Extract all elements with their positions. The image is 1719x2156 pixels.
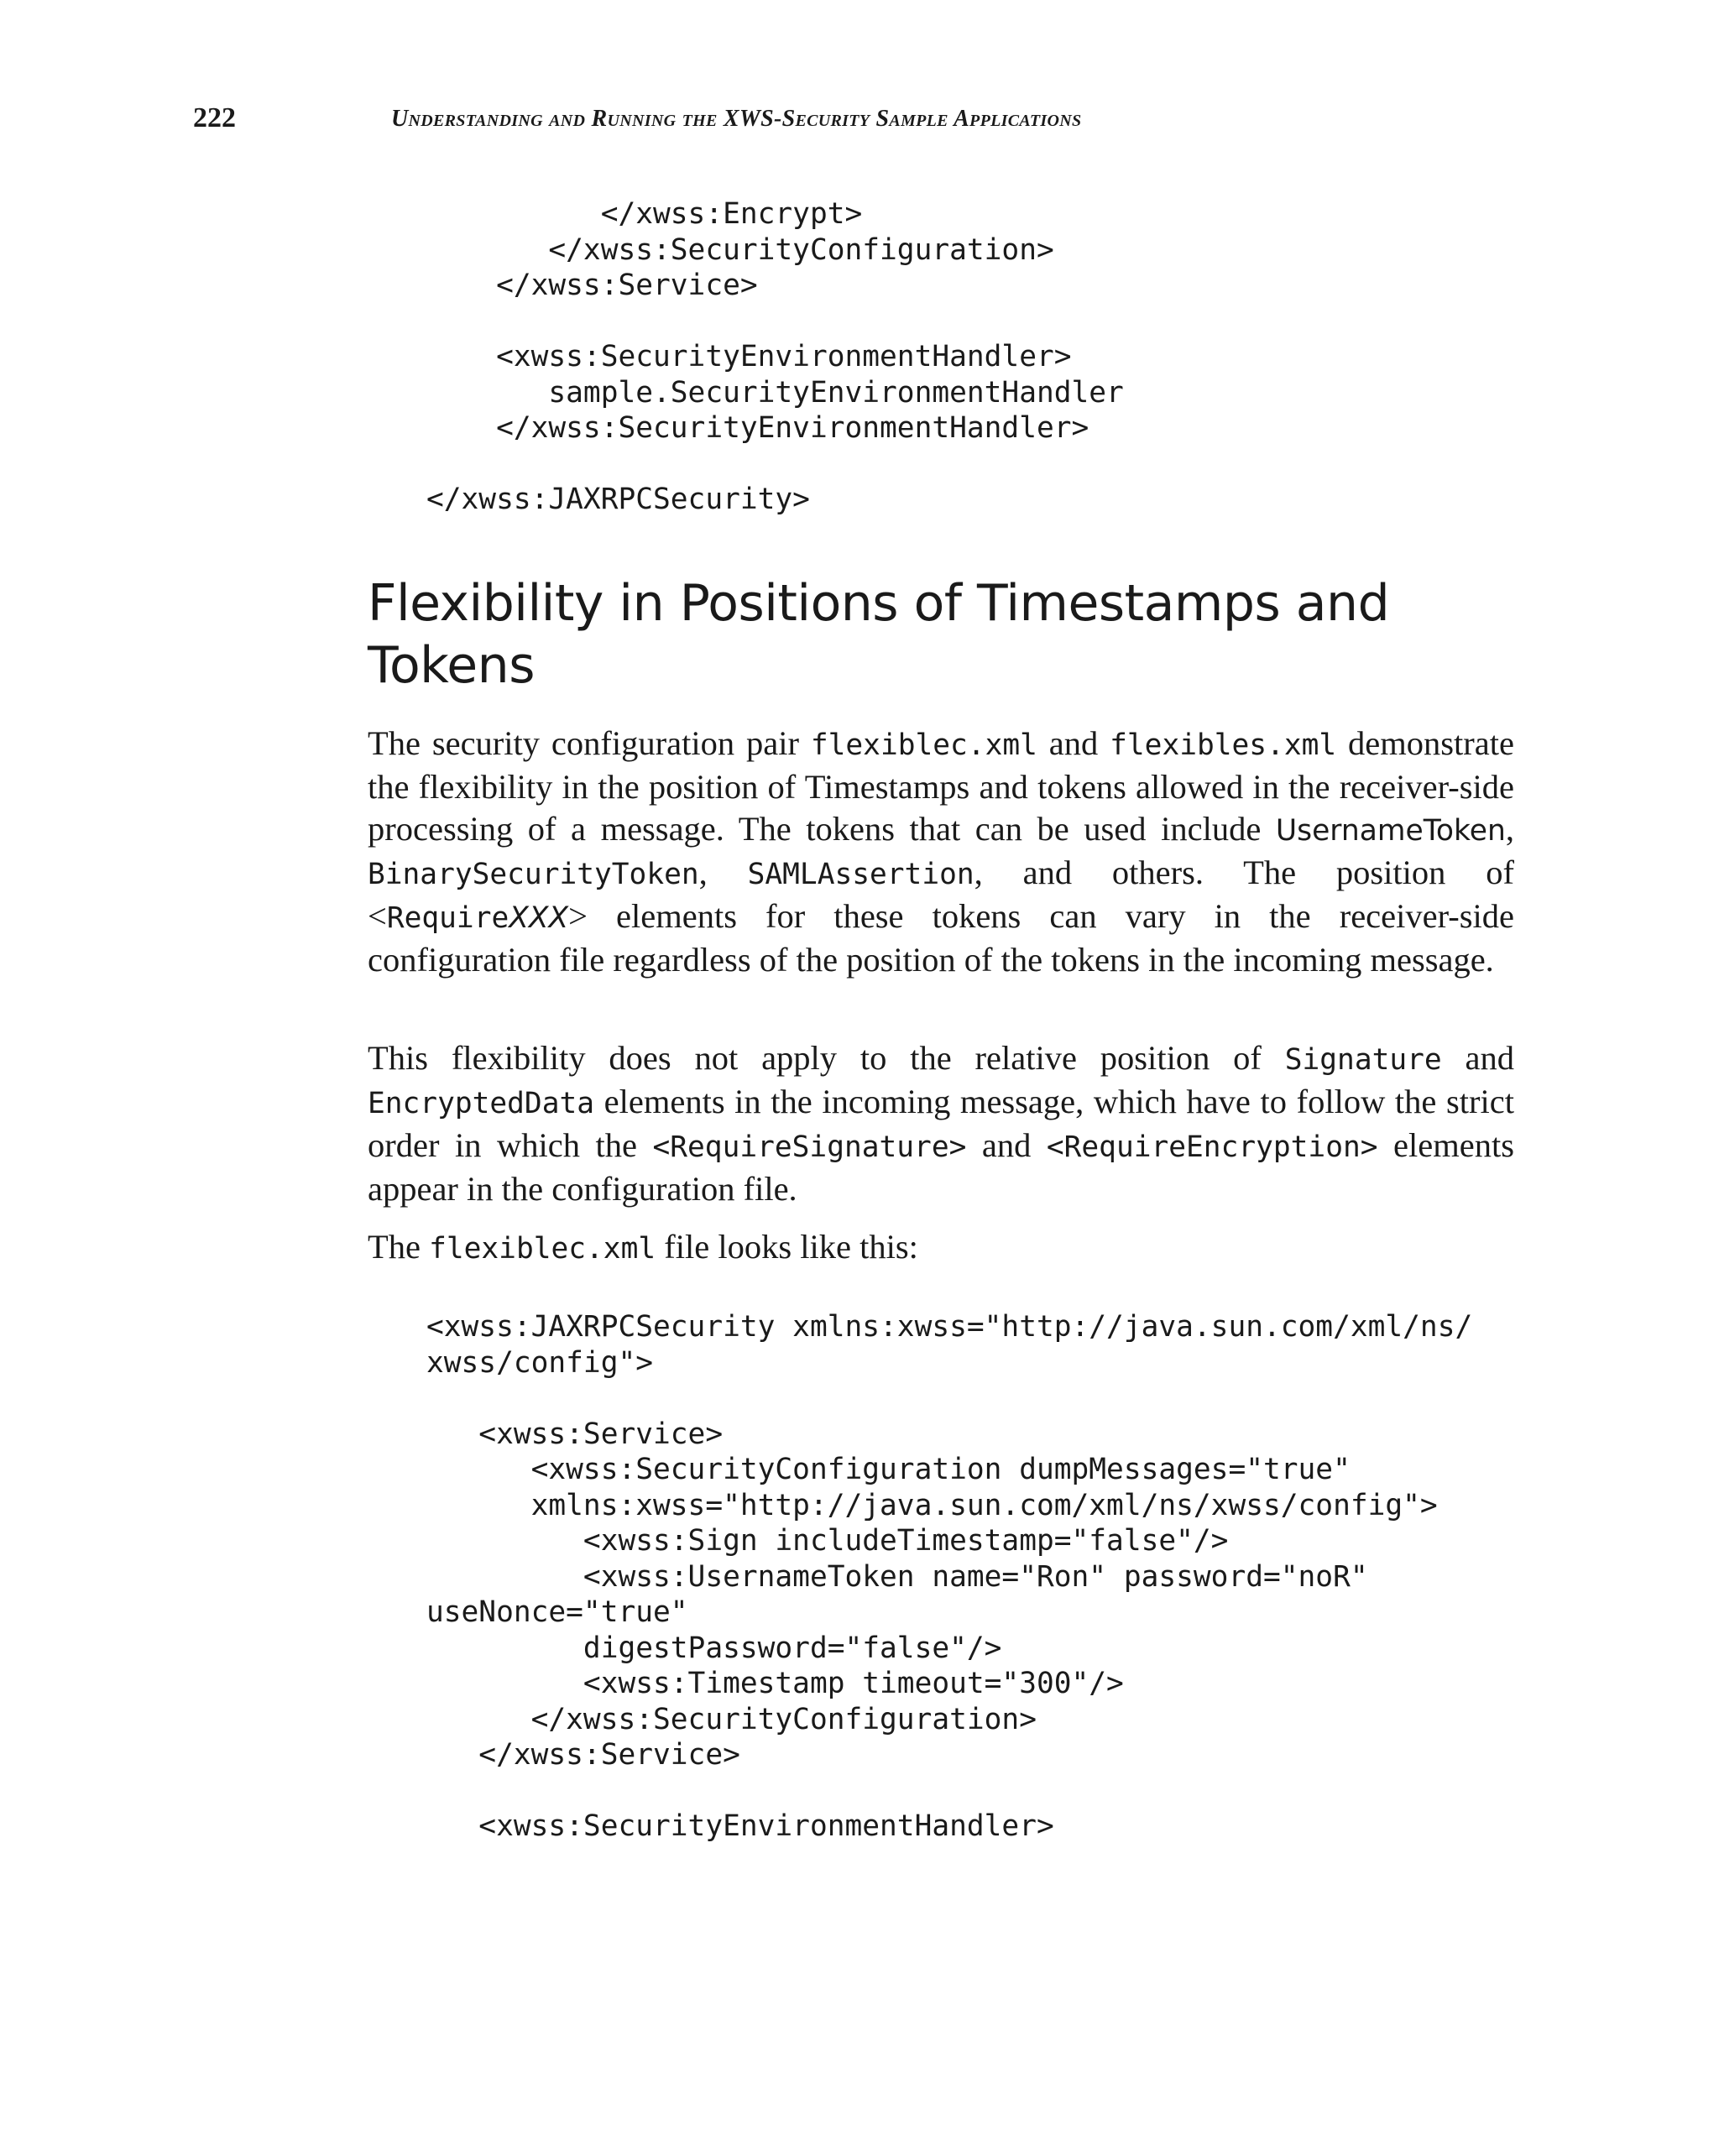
text-run: , (1505, 810, 1514, 848)
text-run: , (698, 854, 748, 891)
text-run: > elements for these tokens can vary in the receiver-side configuration file regardless of the position of the tokens in the incoming message. (368, 897, 1514, 979)
code-run: UsernameToken (1275, 814, 1506, 848)
code-run: <RequireEncryption> (1046, 1130, 1378, 1164)
code-run: flexiblec.xml (429, 1232, 656, 1266)
text-run: and (1441, 1039, 1514, 1077)
page-number: 222 (193, 102, 236, 133)
code-block-jaxrpc-security-end: </xwss:Encrypt> </xwss:SecurityConfiguration> </xwss:Service> <xwss:SecurityEnvironmentHandler> sample.SecurityEnvironmentHandler </xwss:SecurityEnvironmentHandler> </xwss:JAXRPCSecurity> (426, 197, 1124, 516)
text-run: and (1037, 724, 1110, 762)
code-run: BinarySecurityToken (368, 858, 699, 891)
code-run: SAMLAssertion (747, 858, 974, 891)
code-run: flexibles.xml (1110, 728, 1337, 762)
code-run: EncryptedData (368, 1087, 595, 1120)
running-title: Understanding and Running the XWS-Security Sample Applications (391, 106, 1082, 132)
paragraph-flexibility-intro (368, 723, 1514, 981)
code-block-flexiblec-xml: <xwss:JAXRPCSecurity xmlns:xwss="http://java.sun.com/xml/ns/ xwss/config"> <xwss:Service> <xwss:SecurityConfiguration dumpMessages="true" xmlns:xwss="http://java.sun.com/xml/ns/xwss/config"> <xwss:Sign includeTimestamp="false"/> <xwss:UsernameToken name="Ron" password="noR" useNonce="true" digestPassword="false"/> <xwss:Timestamp timeout="300"/> </xwss:SecurityConfiguration> </xwss:Service> <xwss:SecurityEnvironmentHandler> (426, 1310, 1473, 1843)
running-header (193, 102, 1528, 136)
italic-placeholder: XXX (509, 901, 569, 935)
code-run: Signature (1284, 1043, 1442, 1077)
text-run: The security configuration pair (368, 724, 811, 762)
text-run: , and others. The position of < (368, 854, 1514, 935)
paragraph-file-intro (368, 1226, 1514, 1270)
paragraph-flexibility-limits (368, 1037, 1514, 1210)
text-run: elements in the incoming message, which have to follow the strict order in which the (368, 1083, 1514, 1164)
code-run: Require (386, 901, 509, 935)
text-run: The (368, 1228, 430, 1266)
text-run: demonstrate the flexibility in the position of Timestamps and tokens allowed in the receiver-side processing of a message. The tokens that can be used include (368, 724, 1514, 848)
text-run: file looks like this: (656, 1228, 918, 1266)
text-run: This flexibility does not apply to the relative position of (368, 1039, 1285, 1077)
code-run: <RequireSignature> (652, 1130, 967, 1164)
text-run: elements appear in the configuration file. (368, 1126, 1514, 1208)
section-heading: Flexibility in Positions of Timestamps and Tokens (368, 574, 1390, 695)
text-run: and (966, 1126, 1047, 1164)
code-run: flexiblec.xml (810, 728, 1037, 762)
